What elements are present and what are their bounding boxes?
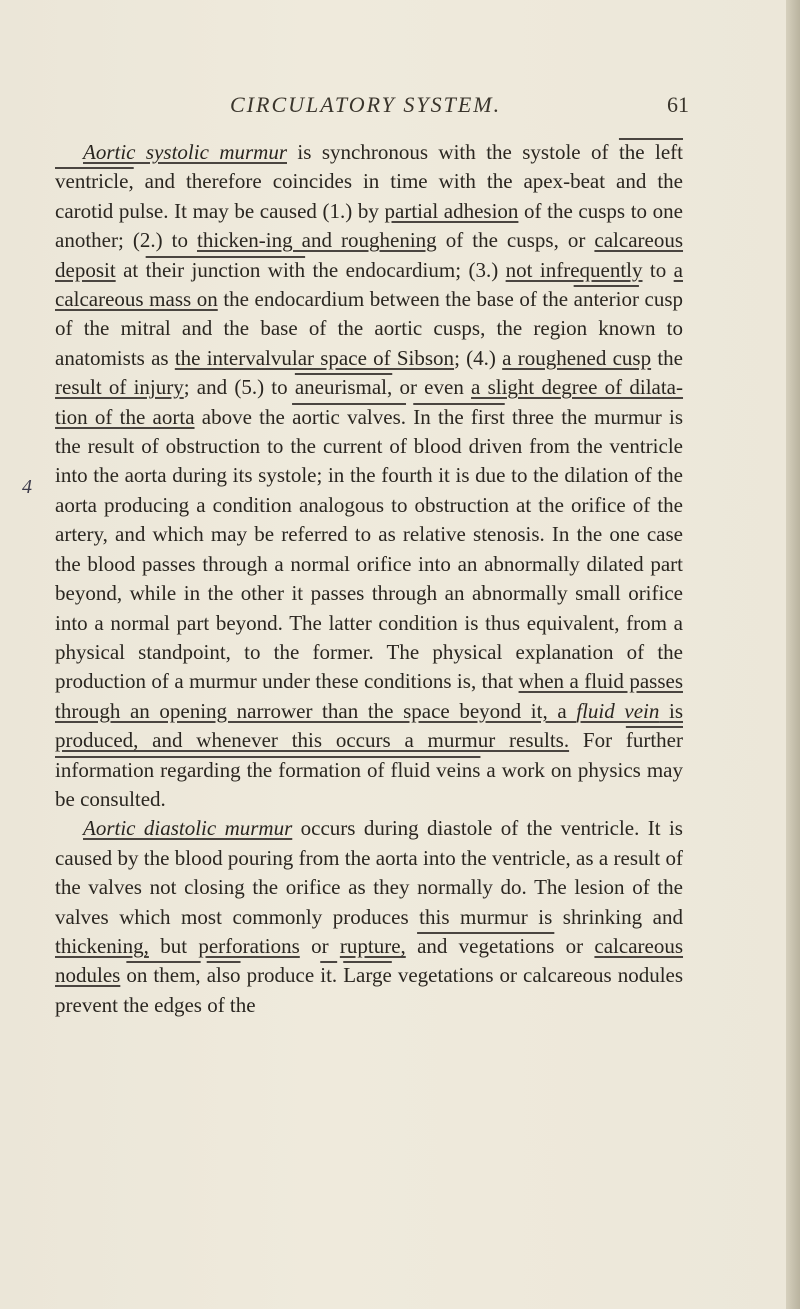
paragraph-aortic-diastolic: Aortic diastolic murmur occurs during diastole of the ventricle. It is caused by the blood pouring from the aorta into the ventricle, as a result of the valves not closing the orifice as they normally do. The lesion of the valves which most commonly produces this murmur is shrinking and thickening, but perforations or rupture, and vegetations or calcareous nodules on them, also produce it. Large vegetations or calcareous nodules prevent the edges of the	[55, 816, 684, 1017]
running-head: CIRCULATORY SYSTEM.	[230, 92, 502, 117]
paragraph-heading: Aortic systolic murmur	[83, 140, 287, 164]
page-number: 61	[667, 92, 689, 117]
page-spine-edge	[786, 0, 800, 1309]
paragraph-aortic-systolic: Aortic systolic murmur is synchronous with the systole of the left ventricle, and therefore coincides in time with the apex-beat and the carotid pulse. It may be caused (1.) by partial adhesion of the cusps to one another; (2.) to thicken-ing and roughening of the cusps, or calcareous deposit at their junction with the endocardium; (3.) not infrequently to a calcareous mass on the endocardium between the base of the anterior cusp of the mitral and the base of the aortic cusps, the region known to anatomists as the intervalvular space of Sibson; (4.) a roughened cusp the result of injury; and (5.) to aneurismal, or even a slight degree of dilata-tion of the aorta above the aortic valves. In the first three the murmur is the result of obstruction to the current of blood driven from the ventricle into the aorta during its systole; in the fourth it is due to the dilation of the aorta producing a condition analogous to obstruction at the orifice of the artery, and which may be referred to as relative stenosis. In the one case the blood passes through a normal orifice into an abnormally dilated part beyond, while in the other it passes through an abnormally small orifice into a normal part beyond. The latter condition is thus equivalent, from a physical standpoint, to the former. The physical explanation of the production of a murmur under these conditions is, that when a fluid passes through an opening narrower than the space beyond it, a fluid vein is produced, and whenever this occurs a murmur results. For further information regarding the formation of fluid veins a work on physics may be consulted.	[55, 140, 684, 811]
paragraph-heading: Aortic diastolic murmur	[83, 816, 293, 841]
margin-annotation: 4	[22, 476, 32, 498]
body-text	[55, 138, 683, 1020]
